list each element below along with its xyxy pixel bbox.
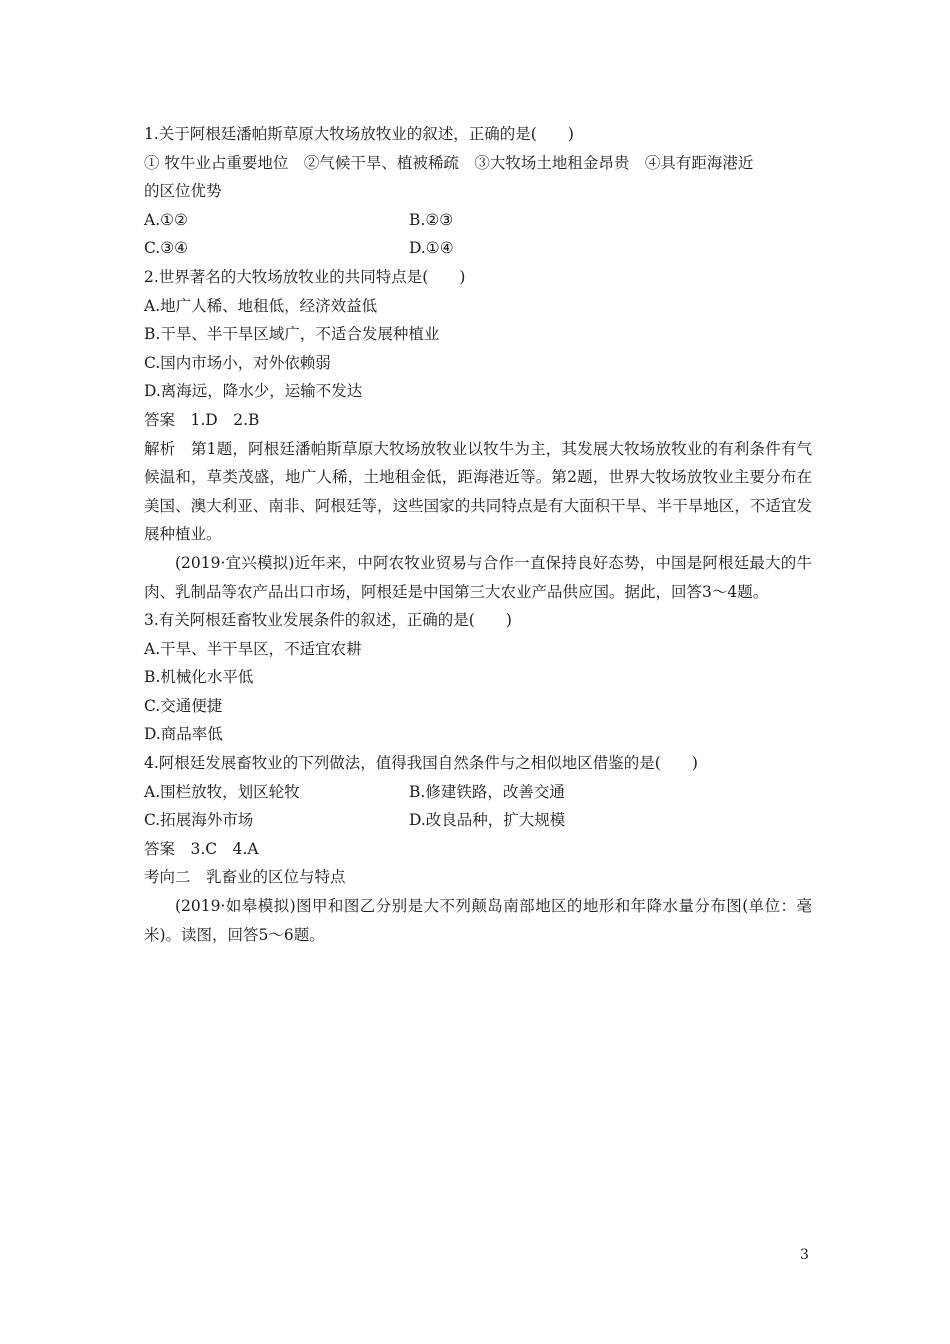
question-2-stem: 2.世界著名的大牧场放牧业的共同特点是( ) xyxy=(144,267,466,286)
section-heading: 考向二 乳畜业的区位与特点 xyxy=(144,868,346,887)
option-c: C.交通便捷 xyxy=(144,696,223,715)
option-d: D.商品率低 xyxy=(144,725,223,744)
analysis-1-2: 解析 第1题，阿根廷潘帕斯草原大牧场放牧业以牧牛为主，其发展大牧场放牧业的有利条件有气候温和，草类茂盛，地广人稀，土地租金低，距海港近等。第2题，世界大牧场放牧业主要分布在美国、澳大利亚、南非、阿根廷等，这些国家的共同特点是有大面积干旱、半干旱地区，不适宜发展种植业。 xyxy=(144,439,812,544)
question-1-options-row-2 xyxy=(144,234,812,263)
material-5-6: (2019·如皋模拟)图甲和图乙分别是大不列颠岛南部地区的地形和年降水量分布图(单位：毫米)。读图，回答5～6题。 xyxy=(144,897,812,944)
option-b: B.修建铁路，改善交通 xyxy=(409,782,565,801)
question-1-items-continued: 的区位优势 xyxy=(144,182,222,201)
question-1-items: ① 牧牛业占重要地位 ②气候干旱、植被稀疏 ③大牧场土地租金昂贵 ④具有距海港近 xyxy=(144,153,754,172)
page-number: 3 xyxy=(800,1247,809,1263)
option-b: B.②③ xyxy=(409,210,454,229)
option-c: C.拓展海外市场 xyxy=(144,811,254,830)
option-c: C.国内市场小，对外依赖弱 xyxy=(144,353,331,372)
option-a: A.围栏放牧，划区轮牧 xyxy=(144,782,300,801)
question-3-stem: 3.有关阿根廷畜牧业发展条件的叙述，正确的是( ) xyxy=(144,611,512,630)
option-a: A.干旱、半干旱区，不适宜农耕 xyxy=(144,639,362,658)
question-4-options-row-1 xyxy=(144,778,812,807)
document-body xyxy=(144,120,812,949)
question-4-options-row-2 xyxy=(144,806,812,835)
option-d: D.改良品种，扩大规模 xyxy=(409,811,566,830)
option-a: A.地广人稀、地租低，经济效益低 xyxy=(144,296,378,315)
answer-3-4: 答案 3.C 4.A xyxy=(144,839,259,858)
option-d: D.①④ xyxy=(409,239,454,258)
option-c: C.③④ xyxy=(144,239,189,258)
option-b: B.机械化水平低 xyxy=(144,668,254,687)
option-a: A.①② xyxy=(144,210,188,229)
question-4-stem: 4.阿根廷发展畜牧业的下列做法，值得我国自然条件与之相似地区借鉴的是( ) xyxy=(144,754,698,773)
question-1-options-row-1 xyxy=(144,206,812,235)
material-3-4: (2019·宜兴模拟)近年来，中阿农牧业贸易与合作一直保持良好态势，中国是阿根廷最大的牛肉、乳制品等农产品出口市场，阿根廷是中国第三大农业产品供应国。据此，回答3～4题。 xyxy=(144,553,812,601)
question-1-stem: 1.关于阿根廷潘帕斯草原大牧场放牧业的叙述，正确的是( ) xyxy=(144,125,574,143)
option-b: B.干旱、半干旱区域广，不适合发展种植业 xyxy=(144,325,440,344)
answer-1-2: 答案 1.D 2.B xyxy=(144,410,260,429)
option-d: D.离海远，降水少，运输不发达 xyxy=(144,382,363,401)
